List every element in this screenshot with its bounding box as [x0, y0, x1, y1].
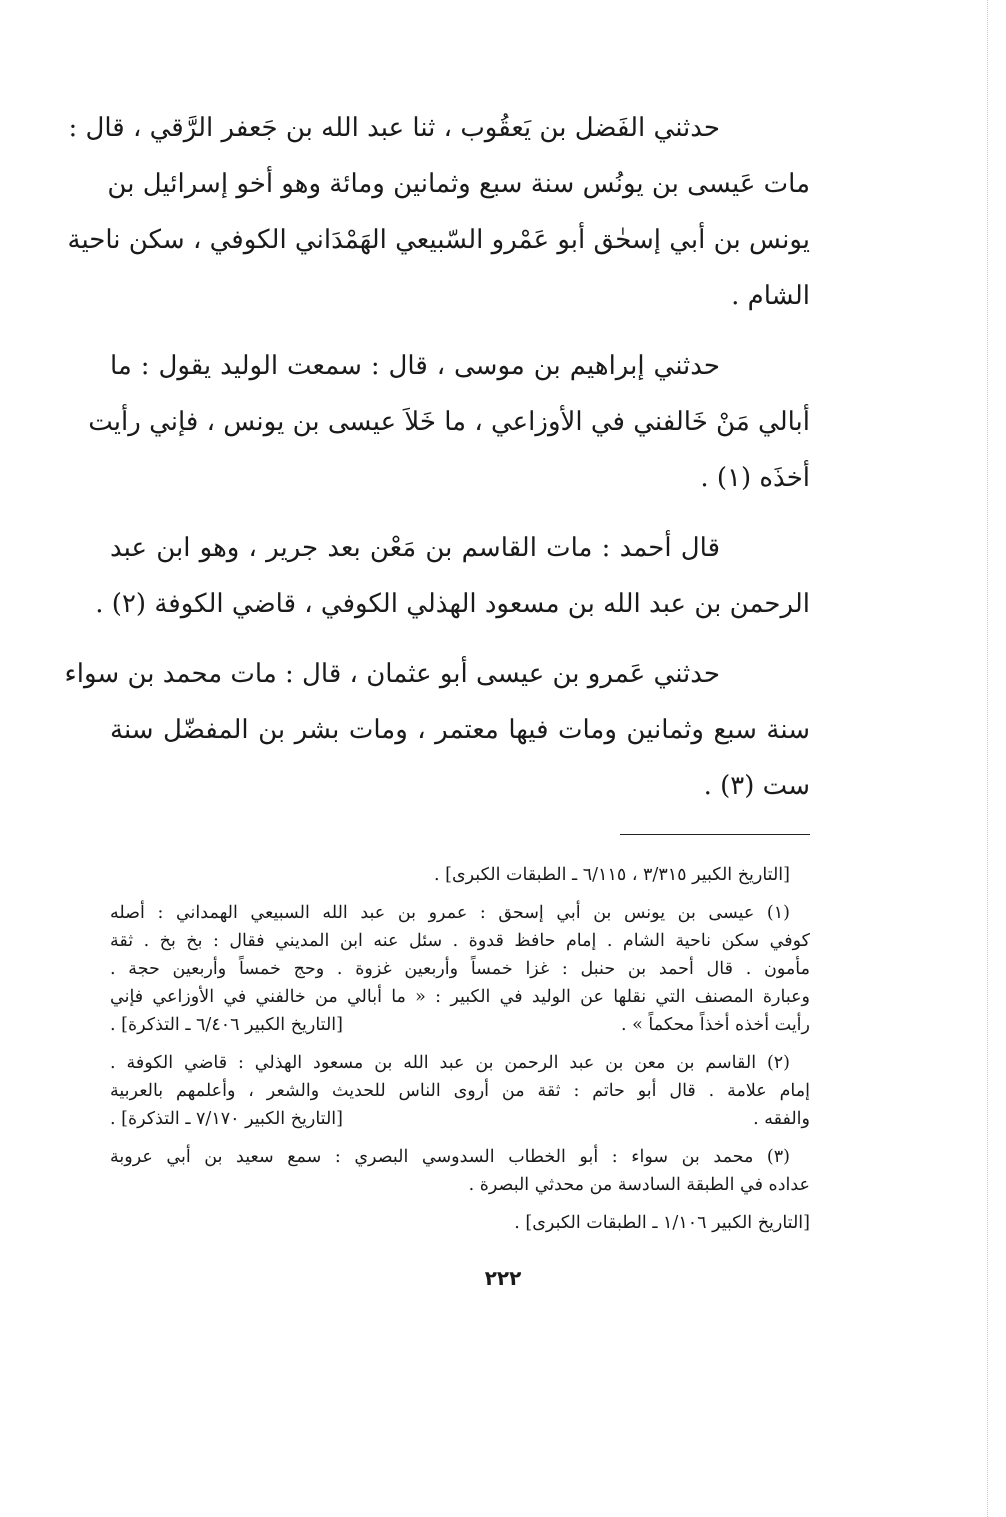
source-reference: [التاريخ الكبير ٦/٤٠٦ ـ التذكرة] .	[110, 1015, 343, 1035]
source-reference: [التاريخ الكبير ٣/٣١٥ ، ٦/١١٥ ـ الطبقات الكبرى] .	[434, 865, 790, 885]
paragraph-1	[67, 100, 810, 324]
footnote-2	[110, 1049, 810, 1133]
footnote-line: كوفي سكن ناحية الشام . إمام حافظ قدوة . سئل عنه ابن المديني فقال : بخ بخ . ثقة	[110, 931, 810, 951]
footnote-line	[110, 1105, 810, 1133]
page-content	[64, 100, 810, 1247]
text-line: حدثني إبراهيم بن موسى ، قال : سمعت الوليد يقول : ما	[110, 351, 720, 381]
footnote-line: وعبارة المصنف التي نقلها عن الوليد في الكبير : « ما أبالي من خالفني في الأوزاعي فإني	[110, 987, 810, 1007]
text-line: يونس بن أبي إسحٰق أبو عَمْرو السّبيعي الهَمْدَاني الكوفي ، سكن ناحية	[67, 225, 810, 255]
footnote-text: والفقه .	[753, 1109, 810, 1129]
footnote-separator	[620, 834, 810, 835]
footnote-text: رأيت أخذه أخذاً محكماً » .	[621, 1015, 810, 1035]
source-reference: [التاريخ الكبير ١/١٠٦ ـ الطبقات الكبرى] .	[514, 1213, 810, 1233]
text-line: أخذَه (١) .	[700, 463, 810, 493]
footnote-1	[110, 899, 810, 1039]
footnote-line	[110, 1011, 810, 1039]
text-line: الشام .	[731, 281, 810, 311]
page-number: ٢٢٢	[484, 1266, 522, 1290]
text-line: حدثني عَمرو بن عيسى أبو عثمان ، قال : مات محمد بن سواء	[64, 659, 720, 689]
footnote-source-3	[110, 1209, 810, 1237]
text-line: الرحمن بن عبد الله بن مسعود الهذلي الكوفي ، قاضي الكوفة (٢) .	[95, 589, 810, 619]
footnote-3	[110, 1143, 810, 1199]
text-line: قال أحمد : مات القاسم بن مَعْن بعد جرير ، وهو ابن عبد	[110, 533, 720, 563]
text-line: حدثني الفَضل بن يَعقُوب ، ثنا عبد الله بن جَعفر الرَّقي ، قال :	[68, 113, 720, 143]
paragraph-3	[95, 520, 810, 632]
paragraph-2	[88, 338, 810, 506]
footnote-source-main	[110, 861, 810, 889]
footnote-line: (١) عيسى بن يونس بن أبي إسحق : عمرو بن عبد الله السبيعي الهمداني : أصله	[110, 903, 790, 923]
source-reference: [التاريخ الكبير ٧/١٧٠ ـ التذكرة] .	[110, 1109, 343, 1129]
footnote-line: مأمون . قال أحمد بن حنبل : غزا خمساً وأربعين غزوة . وحج خمساً وأربعين حجة .	[110, 959, 810, 979]
text-line: مات عَيسى بن يونُس سنة سبع وثمانين ومائة وهو أخو إسرائيل بن	[107, 169, 810, 199]
footnote-line: عداده في الطبقة السادسة من محدثي البصرة .	[468, 1175, 810, 1195]
footnote-line: (٢) القاسم بن معن بن عبد الرحمن بن عبد الله بن مسعود الهذلي : قاضي الكوفة .	[110, 1053, 790, 1073]
footnote-line: إمام علامة . قال أبو حاتم : ثقة من أروى الناس للحديث والشعر ، وأعلمهم بالعربية	[110, 1081, 810, 1101]
text-line: أبالي مَنْ خَالفني في الأوزاعي ، ما خَلاَ عيسى بن يونس ، فإني رأيت	[88, 407, 810, 437]
text-line: سنة سبع وثمانين ومات فيها معتمر ، ومات بشر بن المفضّل سنة	[110, 715, 810, 745]
text-line: ست (٣) .	[703, 771, 810, 801]
footnote-line: (٣) محمد بن سواء : أبو الخطاب السدوسي البصري : سمع سعيد بن أبي عروبة	[110, 1147, 790, 1167]
paragraph-4	[64, 646, 810, 814]
